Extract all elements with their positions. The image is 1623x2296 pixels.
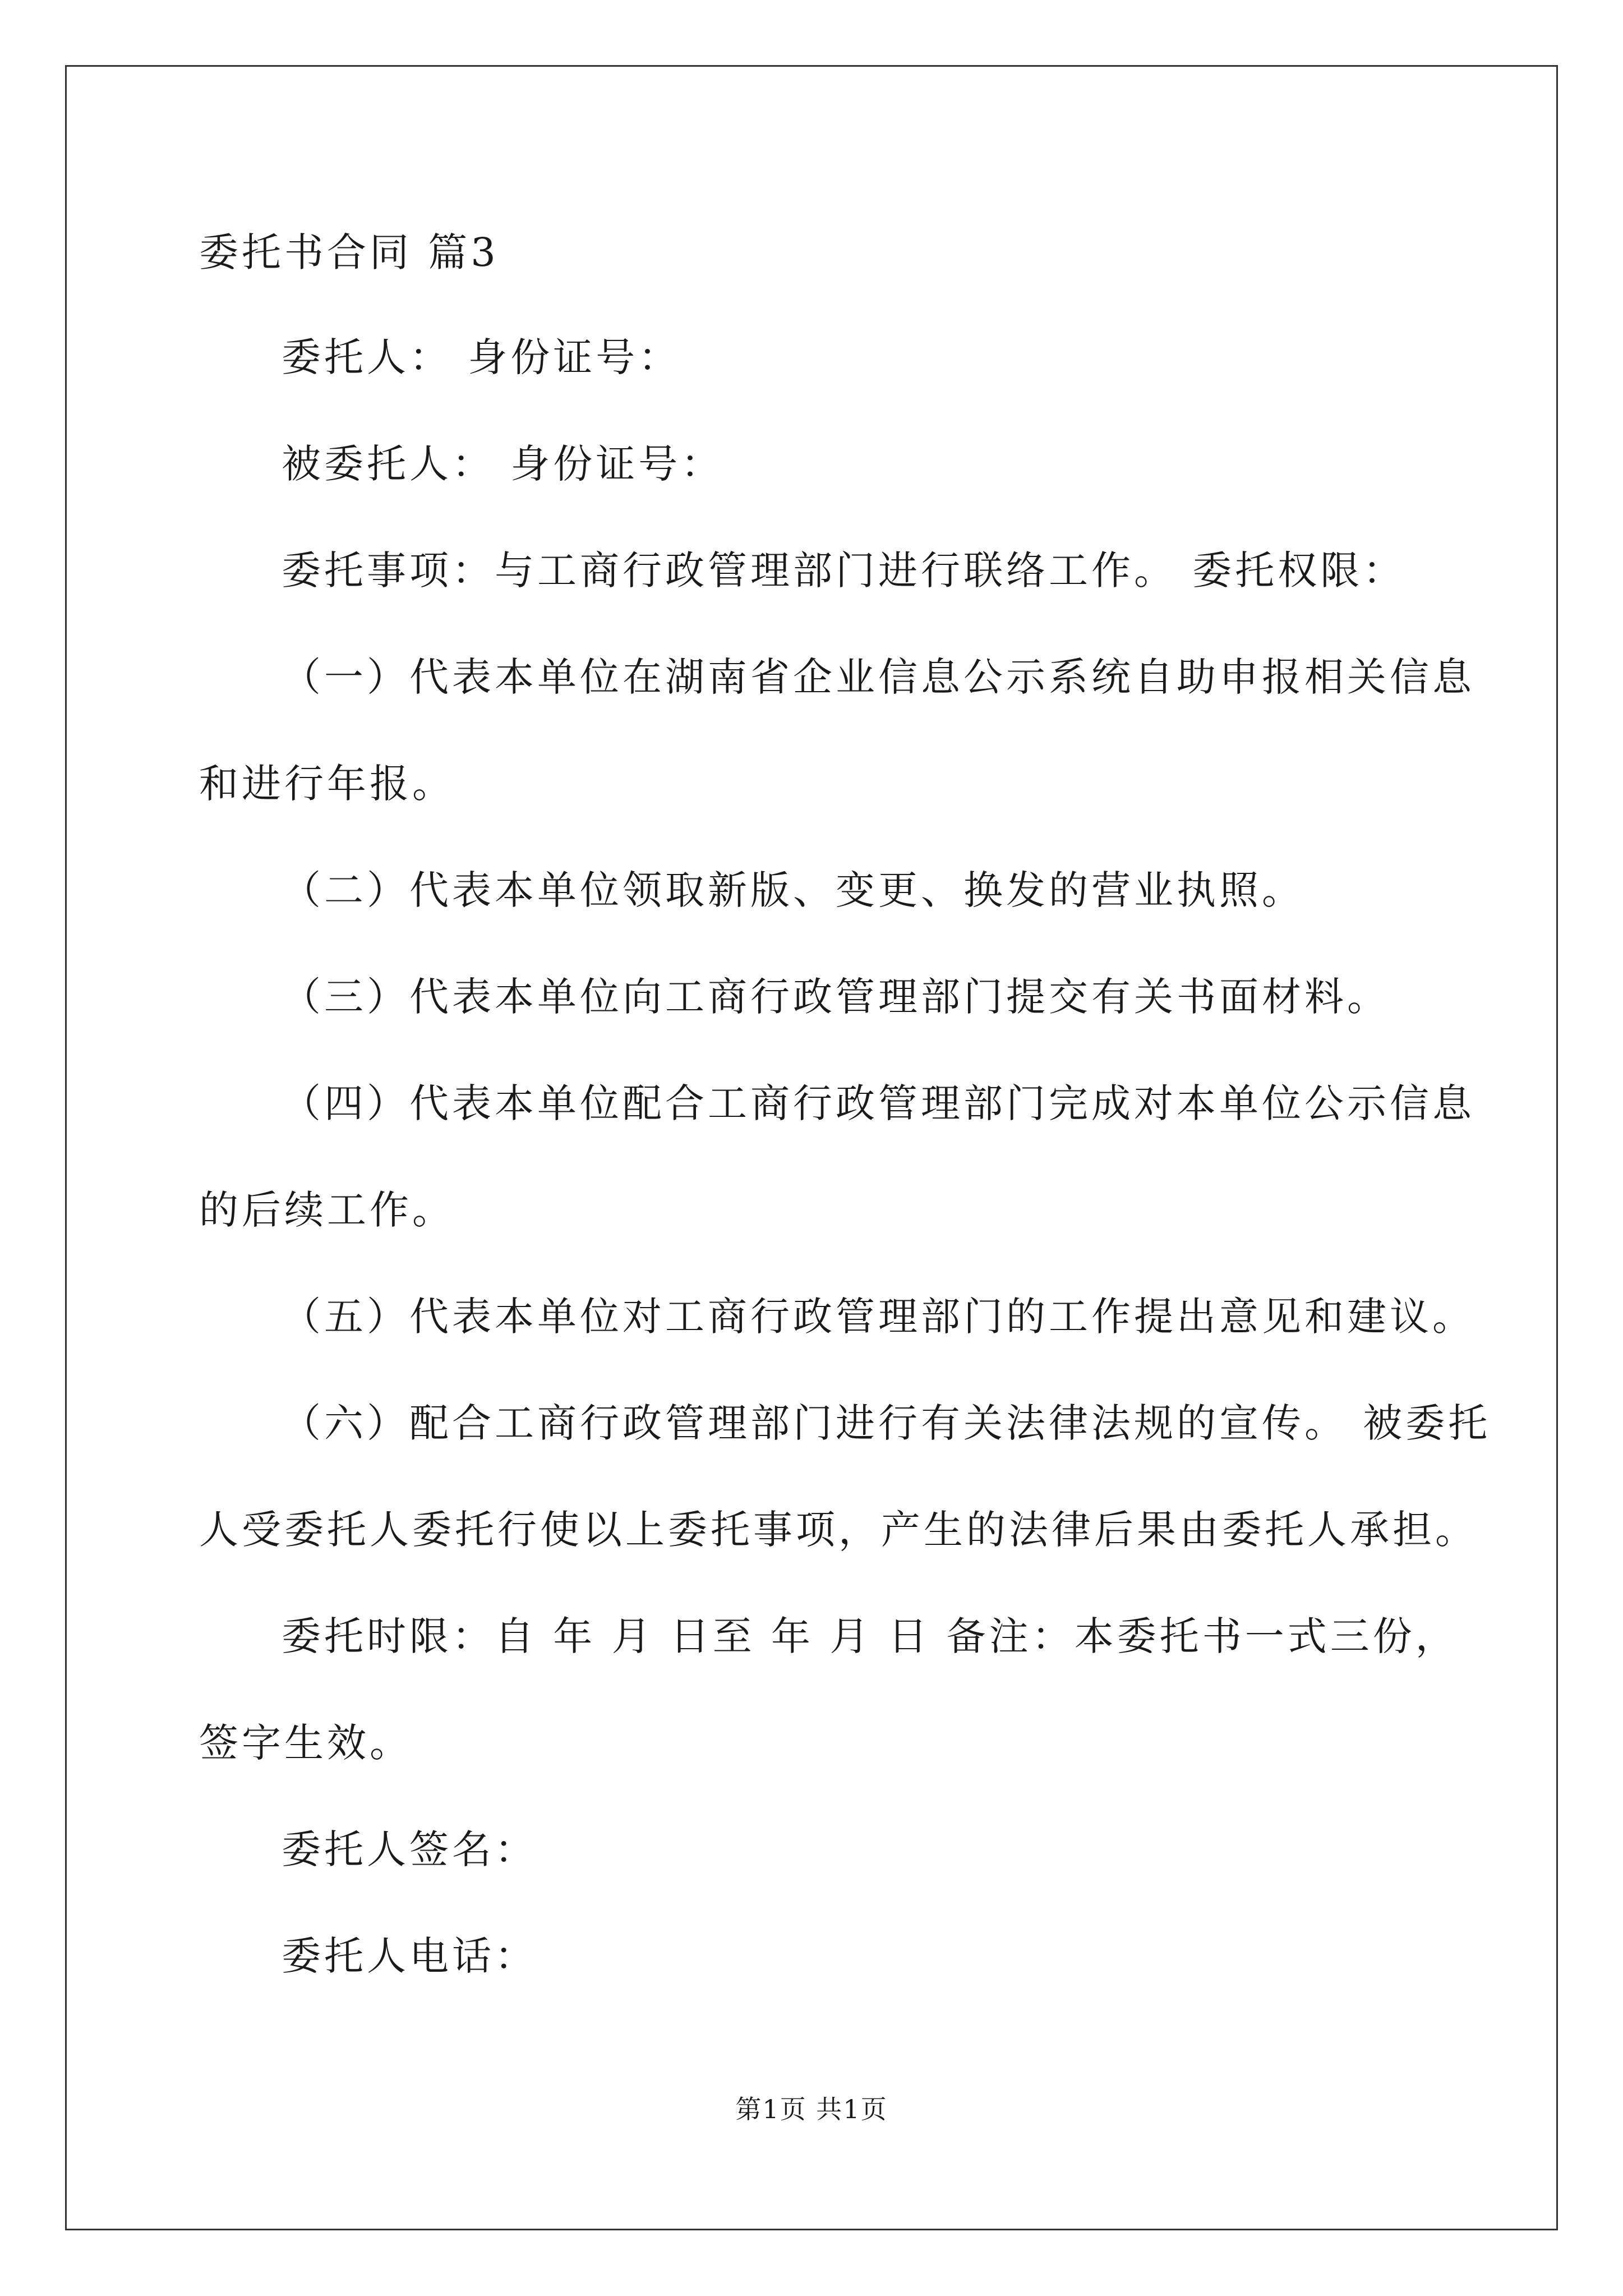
agent-line: 被委托人： 身份证号： bbox=[282, 441, 724, 487]
term-line-1: 委托时限：自 年 月 日至 年 月 日 备注：本委托书一式三份， bbox=[282, 1613, 1458, 1659]
phone-line: 委托人电话： bbox=[282, 1933, 537, 1979]
signature-line: 委托人签名： bbox=[282, 1826, 537, 1872]
item-5: （五）代表本单位对工商行政管理部门的工作提出意见和建议。 bbox=[282, 1294, 1475, 1340]
item-1-line-1: （一）代表本单位在湖南省企业信息公示系统自助申报相关信息 bbox=[282, 654, 1475, 700]
principal-line: 委托人： 身份证号： bbox=[282, 334, 681, 380]
item-2: （二）代表本单位领取新版、变更、换发的营业执照。 bbox=[282, 867, 1304, 913]
item-4-line-2: 的后续工作。 bbox=[199, 1187, 455, 1233]
item-3: （三）代表本单位向工商行政管理部门提交有关书面材料。 bbox=[282, 974, 1390, 1020]
term-line-2: 签字生效。 bbox=[199, 1720, 412, 1766]
document-title: 委托书合同 篇3 bbox=[199, 229, 499, 275]
item-6-line-2: 人受委托人委托行使以上委托事项，产生的法律后果由委托人承担。 bbox=[199, 1507, 1478, 1553]
page-number: 第1页 共1页 bbox=[735, 2094, 888, 2124]
item-4-line-1: （四）代表本单位配合工商行政管理部门完成对本单位公示信息 bbox=[282, 1080, 1475, 1126]
item-6-line-1: （六）配合工商行政管理部门进行有关法律法规的宣传。 被委托 bbox=[282, 1400, 1491, 1446]
matters-line: 委托事项：与工商行政管理部门进行联络工作。 委托权限： bbox=[282, 547, 1406, 593]
page-border bbox=[65, 65, 1558, 2230]
item-1-line-2: 和进行年报。 bbox=[199, 761, 455, 807]
